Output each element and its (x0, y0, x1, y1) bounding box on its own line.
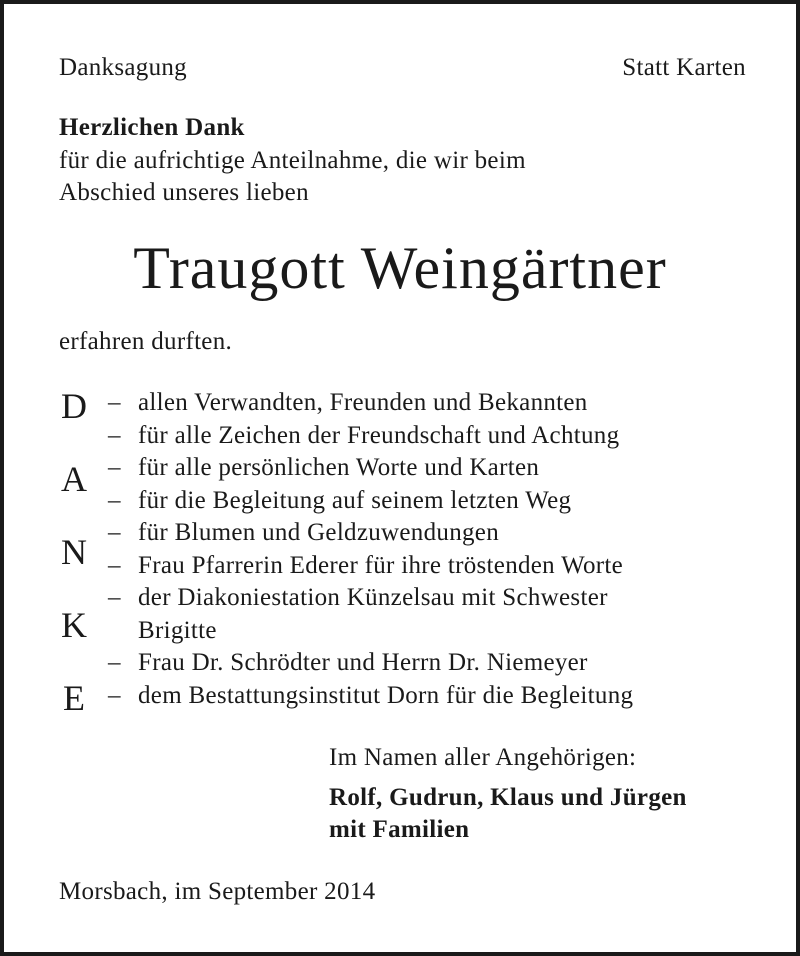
thanks-item-text: allen Verwandten, Freunden und Bekannten (138, 389, 588, 416)
thanks-item (108, 485, 571, 517)
dash-mark: – (108, 682, 121, 709)
intro-line-2: Abschied unseres lieben (59, 179, 309, 206)
intro-heading: Herzlichen Dank (59, 114, 245, 141)
after-name-text: erfahren durften. (59, 328, 233, 355)
signature-families: mit Familien (329, 816, 470, 843)
thanks-item (108, 420, 619, 452)
dash-mark: – (108, 552, 121, 579)
place-date: Morsbach, im September 2014 (59, 878, 376, 905)
signature-intro: Im Namen aller Angehörigen: (329, 744, 637, 771)
danke-letter-e: E (63, 678, 85, 718)
dash-mark: – (108, 422, 121, 449)
header-right: Statt Karten (622, 54, 746, 81)
deceased-name: Traugott Weingärtner (133, 235, 667, 301)
thanks-item (108, 680, 633, 712)
danke-letter-a: A (61, 459, 87, 499)
thanks-item-text: für alle persönlichen Worte und Karten (138, 454, 540, 481)
thanks-item (108, 582, 608, 614)
dash-mark: – (108, 649, 121, 676)
danke-letter-n: N (61, 532, 87, 572)
dash-mark: – (108, 454, 121, 481)
thanks-item-text: für die Begleitung auf seinem letzten Weg (138, 487, 572, 514)
thanks-item-text: der Diakoniestation Künzelsau mit Schwester (138, 584, 608, 611)
thanks-item-text: für Blumen und Geldzuwendungen (138, 519, 500, 546)
thanks-item-text: Frau Dr. Schrödter und Herrn Dr. Niemeyer (138, 649, 588, 676)
thanks-item-continuation: Brigitte (138, 617, 217, 644)
danke-letter-k: K (61, 605, 87, 645)
thanks-item-text: für alle Zeichen der Freundschaft und Achtung (138, 422, 620, 449)
dash-mark: – (108, 487, 121, 514)
thanks-item-text: Frau Pfarrerin Ederer für ihre tröstenden Worte (138, 552, 624, 579)
dash-mark: – (108, 519, 121, 546)
header-left: Danksagung (59, 54, 187, 81)
intro-line-1: für die aufrichtige Anteilnahme, die wir beim (59, 147, 526, 174)
thanks-item (108, 387, 588, 419)
danke-letter-d: D (61, 386, 87, 426)
thanks-item-text: dem Bestattungsinstitut Dorn für die Begleitung (138, 682, 634, 709)
thanks-item (108, 550, 623, 582)
dash-mark: – (108, 584, 121, 611)
thanks-item (108, 517, 499, 549)
thanks-item (108, 452, 539, 484)
thanks-item (108, 647, 588, 679)
dash-mark: – (108, 389, 121, 416)
signature-names: Rolf, Gudrun, Klaus und Jürgen (329, 784, 687, 811)
